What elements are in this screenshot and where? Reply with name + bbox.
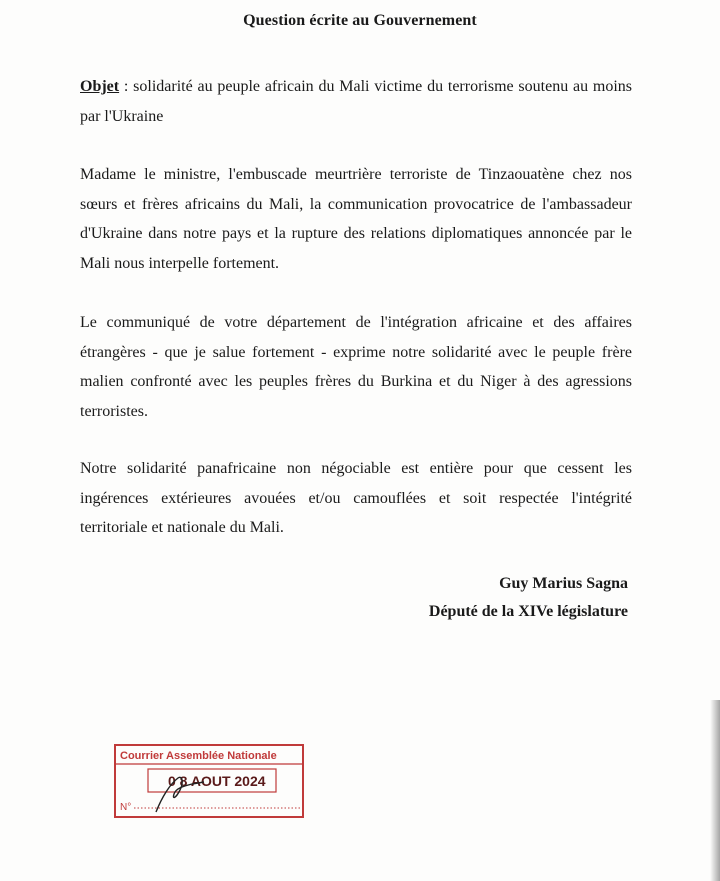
stamp-number-label: N° — [120, 802, 132, 813]
reception-stamp — [112, 742, 306, 820]
objet-paragraph — [80, 72, 632, 131]
page-edge-shadow — [710, 700, 720, 881]
body-paragraph-3: Notre solidarité panafricaine non négociable est entière pour que cessent les ingérences extérieures avouées et/ou camouflées et soit respectée l'intégrité territoriale et nationale du Mali. — [80, 460, 632, 536]
objet-text: : solidarité au peuple africain du Mali victime du terrorisme soutenu au moins par l'Ukraine — [80, 78, 632, 125]
stamp-date: 0 8 AOUT 2024 — [168, 773, 266, 789]
document-title: Question écrite au Gouvernement — [243, 12, 477, 29]
signature-name: Guy Marius Sagna — [499, 575, 628, 592]
stamp-header: Courrier Assemblée Nationale — [120, 750, 277, 762]
body-paragraph-1: Madame le ministre, l'embuscade meurtrière terroriste de Tinzaouatène chez nos sœurs et frères africains du Mali, la communication provocatrice de l'ambassadeur d'Ukraine dans notre pays et la rupture des relations diplomatiques annoncée par le Mali nous interpelle fortement. — [80, 166, 632, 272]
signature-role: Député de la XIVe législature — [428, 603, 628, 620]
body-paragraph-2: Le communiqué de votre département de l'intégration africaine et des affaires étrangères - que je salue fortement - exprime notre solidarité avec le peuple frère malien confronté avec les peuples frères du Burkina et du Niger à des agressions terroristes. — [80, 314, 632, 420]
objet-label: Objet — [80, 78, 120, 95]
